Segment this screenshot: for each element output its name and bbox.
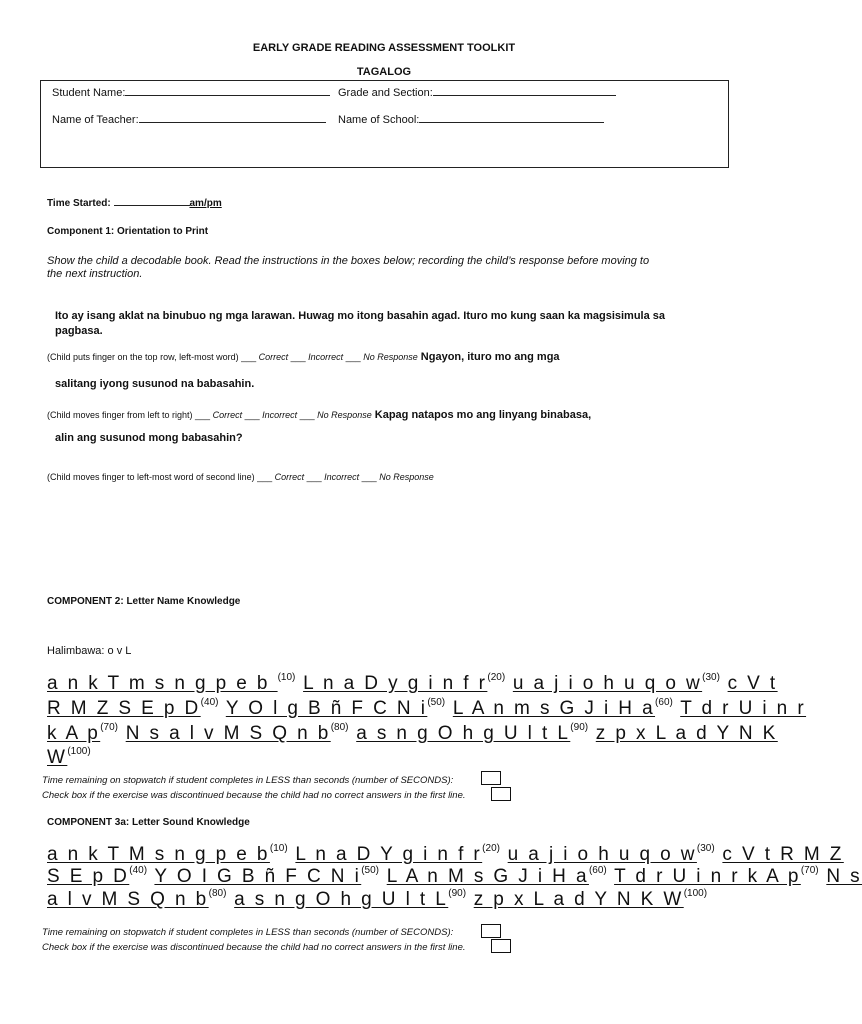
response-row-2 [47, 409, 591, 421]
time-started-suffix: am/pm [189, 198, 222, 209]
letter-count: (40) [129, 865, 148, 876]
letter-group: z p x L a d Y N K W [473, 889, 684, 910]
time-started-line[interactable] [114, 196, 190, 206]
letter-count: (50) [427, 697, 446, 708]
letter-count: (70) [100, 722, 118, 733]
row3-sep2: ___ [359, 472, 380, 482]
letter-count: (60) [655, 697, 673, 708]
grade-section-line[interactable] [433, 86, 616, 96]
component2-time-note: Time remaining on stopwatch if student completes in LESS than seconds (number of SECONDS): [42, 775, 454, 786]
letter-count: (40) [200, 697, 219, 708]
letter-count: (90) [570, 722, 589, 733]
letter-count: (100) [683, 888, 708, 899]
row1-correct-option[interactable]: Correct [258, 352, 289, 362]
row3-correct-option[interactable]: Correct [274, 472, 305, 482]
component2-seconds-box[interactable] [481, 771, 501, 785]
component3a-time-note: Time remaining on stopwatch if student completes in LESS than seconds (number of SECONDS): [42, 927, 454, 938]
teacher-name-field[interactable] [52, 113, 326, 126]
letter-group: R M Z S E p D [47, 698, 201, 719]
letter-group: c V t R M Z [722, 844, 844, 865]
letter-count: (80) [208, 888, 227, 899]
grade-section-field[interactable] [338, 86, 616, 99]
letter-count: (10) [269, 843, 288, 854]
grade-section-label: Grade and Section: [338, 87, 433, 99]
letter-group: k A p [47, 723, 101, 744]
component2-letters-line-1 [47, 673, 778, 695]
letter-group: W [47, 747, 68, 768]
letter-count: (20) [482, 843, 500, 854]
letter-group: c V t [727, 673, 778, 694]
component2-discontinue-note: Check box if the exercise was discontinued because the child had no correct answers in the first line. [42, 790, 466, 801]
letter-count: (60) [588, 865, 607, 876]
letter-group: L A n m s G J i H a [452, 698, 656, 719]
teacher-name-line[interactable] [139, 113, 326, 123]
letter-group: a s n g O h g U l t L [234, 889, 449, 910]
document-title: EARLY GRADE READING ASSESSMENT TOOLKIT [252, 42, 516, 54]
component3a-discontinue-note: Check box if the exercise was discontinued because the child had no correct answers in the first line. [42, 942, 466, 953]
component2-letters-line-4 [47, 747, 91, 769]
prompt3-line2: alin ang susunod mong babasahin? [55, 432, 243, 444]
prompt3-inline: Kapag natapos mo ang linyang binabasa, [371, 409, 592, 421]
letter-count: (90) [448, 888, 467, 899]
student-name-label: Student Name: [52, 87, 126, 99]
row2-note: (Child moves finger from left to right) ___ [47, 410, 213, 420]
school-name-line[interactable] [419, 113, 604, 123]
row1-incorrect-option[interactable]: Incorrect [308, 352, 344, 362]
letter-group: Y O I G B ñ F C N i [154, 866, 362, 887]
component3a-letters-line-1 [47, 844, 844, 866]
letter-count: (50) [361, 865, 380, 876]
component2-example: Halimbawa: o v L [47, 645, 132, 657]
row2-no-response-option[interactable]: No Response [317, 410, 372, 420]
component2-title: COMPONENT 2: Letter Name Knowledge [47, 596, 241, 607]
letter-group: L n a D Y g i n f r [295, 844, 483, 865]
letter-count: (100) [67, 746, 91, 757]
response-row-3 [47, 472, 434, 482]
letter-count: (20) [487, 672, 506, 683]
prompt2-line2: salitang iyong susunod na babasahin. [55, 378, 255, 390]
component2-discontinue-checkbox[interactable] [491, 787, 511, 801]
letter-group: T d r U i n r [680, 698, 807, 719]
letter-group: u a j i o h u q o w [507, 844, 697, 865]
component3a-title: COMPONENT 3a: Letter Sound Knowledge [47, 817, 250, 828]
prompt1-line2: pagbasa. [55, 325, 103, 337]
letter-group: N s a l v M S Q n b [125, 723, 331, 744]
component1-instruction-line1: Show the child a decodable book. Read the instructions in the boxes below; recording the child’s response before moving to [47, 255, 650, 267]
student-info-box [40, 80, 729, 168]
component2-letters-line-3 [47, 723, 778, 745]
letter-count: (70) [800, 865, 819, 876]
row2-sep1: ___ [242, 410, 263, 420]
component1-title: Component 1: Orientation to Print [47, 226, 209, 237]
letter-group: a s n g O h g U l t L [356, 723, 571, 744]
letter-group: L n a D y g i n f r [303, 673, 488, 694]
school-name-field[interactable] [338, 113, 604, 126]
letter-group: Y O l g B ñ F C N i [225, 698, 428, 719]
letter-group: T d r U i n r k A p [614, 866, 801, 887]
row3-no-response-option[interactable]: No Response [379, 472, 434, 482]
letter-group: N s [826, 866, 862, 887]
student-name-field[interactable] [52, 86, 330, 99]
teacher-name-label: Name of Teacher: [52, 114, 139, 126]
school-name-label: Name of School: [338, 114, 420, 126]
prompt1-line1: Ito ay isang aklat na binubuo ng mga larawan. Huwag mo itong basahin agad. Ituro mo kung saan ka magsisimula sa [55, 310, 666, 322]
letter-count: (80) [330, 722, 349, 733]
letter-count: (10) [277, 672, 296, 683]
row1-note: (Child puts finger on the top row, left-most word) ___ [47, 352, 259, 362]
component3a-letters-line-2 [47, 866, 862, 888]
student-name-line[interactable] [125, 86, 330, 96]
row3-sep1: ___ [304, 472, 325, 482]
row1-sep1: ___ [288, 352, 309, 362]
component2-letters-line-2 [47, 698, 806, 720]
letter-count: (30) [702, 672, 720, 683]
letter-group: a n k T M s n g p e b [47, 844, 270, 865]
prompt2-inline: Ngayon, ituro mo ang mga [417, 351, 560, 363]
response-row-1 [47, 351, 560, 363]
row2-sep2: ___ [297, 410, 318, 420]
row2-correct-option[interactable]: Correct [212, 410, 243, 420]
component3a-letters-line-3 [47, 889, 707, 911]
row2-incorrect-option[interactable]: Incorrect [262, 410, 298, 420]
row1-sep2: ___ [343, 352, 364, 362]
row3-incorrect-option[interactable]: Incorrect [324, 472, 360, 482]
row1-no-response-option[interactable]: No Response [363, 352, 418, 362]
time-started-label: Time Started: [47, 198, 114, 209]
document-subtitle: TAGALOG [356, 66, 412, 78]
row3-note: (Child moves finger to left-most word of second line) ___ [47, 472, 275, 482]
letter-group: S E p D [47, 866, 130, 887]
letter-group: a l v M S Q n b [47, 889, 209, 910]
letter-group: a n k T m s n g p e b [47, 673, 278, 694]
component3a-seconds-box[interactable] [481, 924, 501, 938]
time-started-field[interactable] [47, 196, 222, 209]
letter-group: L A n M s G J i H a [386, 866, 589, 887]
component1-instruction-line2: the next instruction. [47, 268, 143, 280]
letter-group: u a j i o h u q o w [512, 673, 703, 694]
letter-count: (30) [696, 843, 715, 854]
component3a-discontinue-checkbox[interactable] [491, 939, 511, 953]
letter-group: z p x L a d Y N K [595, 723, 778, 744]
